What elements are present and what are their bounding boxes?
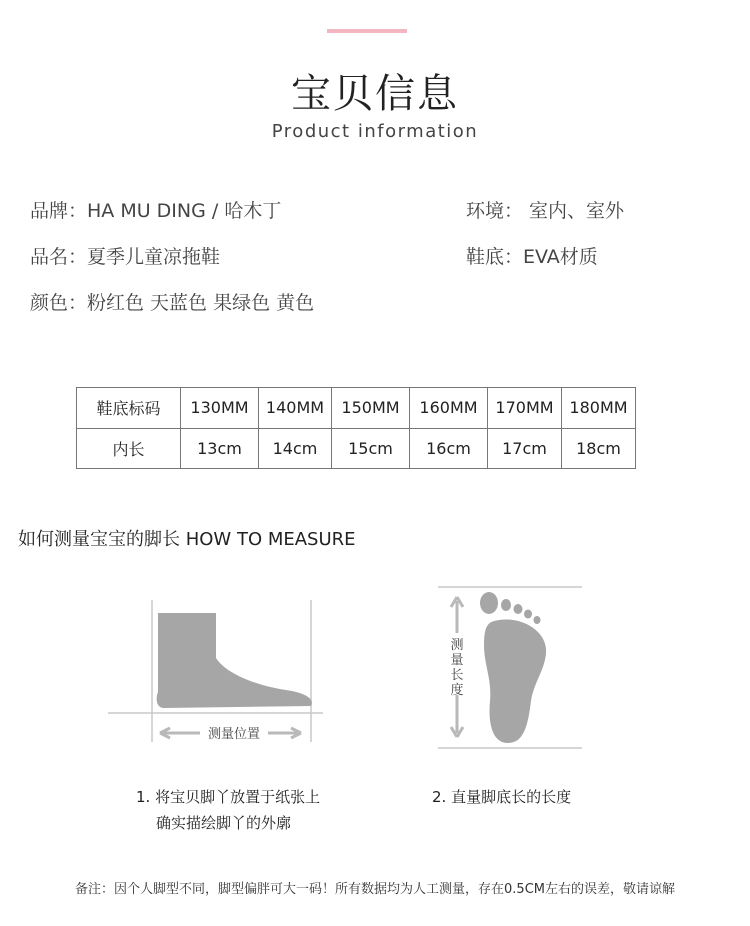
table-cell: 140MM (259, 388, 332, 429)
sole-shape (484, 619, 546, 743)
table-cell: 16cm (410, 428, 488, 469)
table-cell: 160MM (410, 388, 488, 429)
arrow-up-icon (451, 597, 463, 633)
info-brand: 品牌：HA MU DING / 哈木丁 (30, 200, 282, 222)
side-foot-diagram (108, 596, 323, 746)
side-measure-label: 测量位置 (207, 727, 261, 742)
step-1-line-1: 1. 将宝贝脚丫放置于纸张上 (136, 788, 321, 806)
note: 备注：因个人脚型不同，脚型偏胖可大一码！所有数据均为人工测量，存在0.5CM左右的误差，敬请谅解 (75, 882, 675, 897)
sole-foot-icon (480, 592, 546, 743)
toe (514, 604, 523, 614)
size-table (76, 387, 636, 469)
arrow-down-icon (451, 695, 463, 737)
table-cell: 170MM (488, 388, 562, 429)
table-cell: 150MM (332, 388, 410, 429)
table-cell: 18cm (562, 428, 636, 469)
toe (524, 610, 532, 619)
table-row (77, 428, 636, 469)
vertical-label-char: 长 (450, 668, 464, 683)
table-cell: 180MM (562, 388, 636, 429)
table-cell: 14cm (259, 428, 332, 469)
table-cell: 15cm (332, 428, 410, 469)
row-label-sole-size: 鞋底标码 (77, 388, 181, 429)
vertical-label-char: 度 (450, 683, 464, 698)
side-foot-icon (157, 613, 312, 708)
vertical-label-char: 测 (450, 638, 464, 653)
vertical-label-char: 量 (450, 653, 464, 668)
table-cell: 13cm (181, 428, 259, 469)
accent-bar (327, 29, 407, 33)
table-cell: 17cm (488, 428, 562, 469)
info-colors: 颜色：粉红色 天蓝色 果绿色 黄色 (30, 292, 315, 314)
page-title: 宝贝信息 (291, 71, 459, 117)
step-1-line-2: 确实描绘脚丫的外廓 (156, 814, 292, 832)
toe (534, 616, 541, 624)
step-2: 2. 直量脚底长的长度 (432, 788, 572, 806)
arrow-left-icon (160, 728, 172, 738)
page-subtitle: Product information (271, 121, 479, 142)
info-sole: 鞋底：EVA材质 (466, 246, 598, 268)
sole-foot-diagram (436, 583, 584, 753)
big-toe (480, 592, 498, 614)
measure-heading: 如何测量宝宝的脚长 HOW TO MEASURE (18, 529, 356, 550)
row-label-inner-length: 内长 (77, 428, 181, 469)
arrow-right-icon (268, 728, 301, 738)
table-row (77, 388, 636, 429)
info-environment: 环境： 室内、室外 (466, 200, 625, 222)
info-product-name: 品名：夏季儿童凉拖鞋 (30, 246, 221, 268)
toe (501, 599, 511, 611)
table-cell: 130MM (181, 388, 259, 429)
